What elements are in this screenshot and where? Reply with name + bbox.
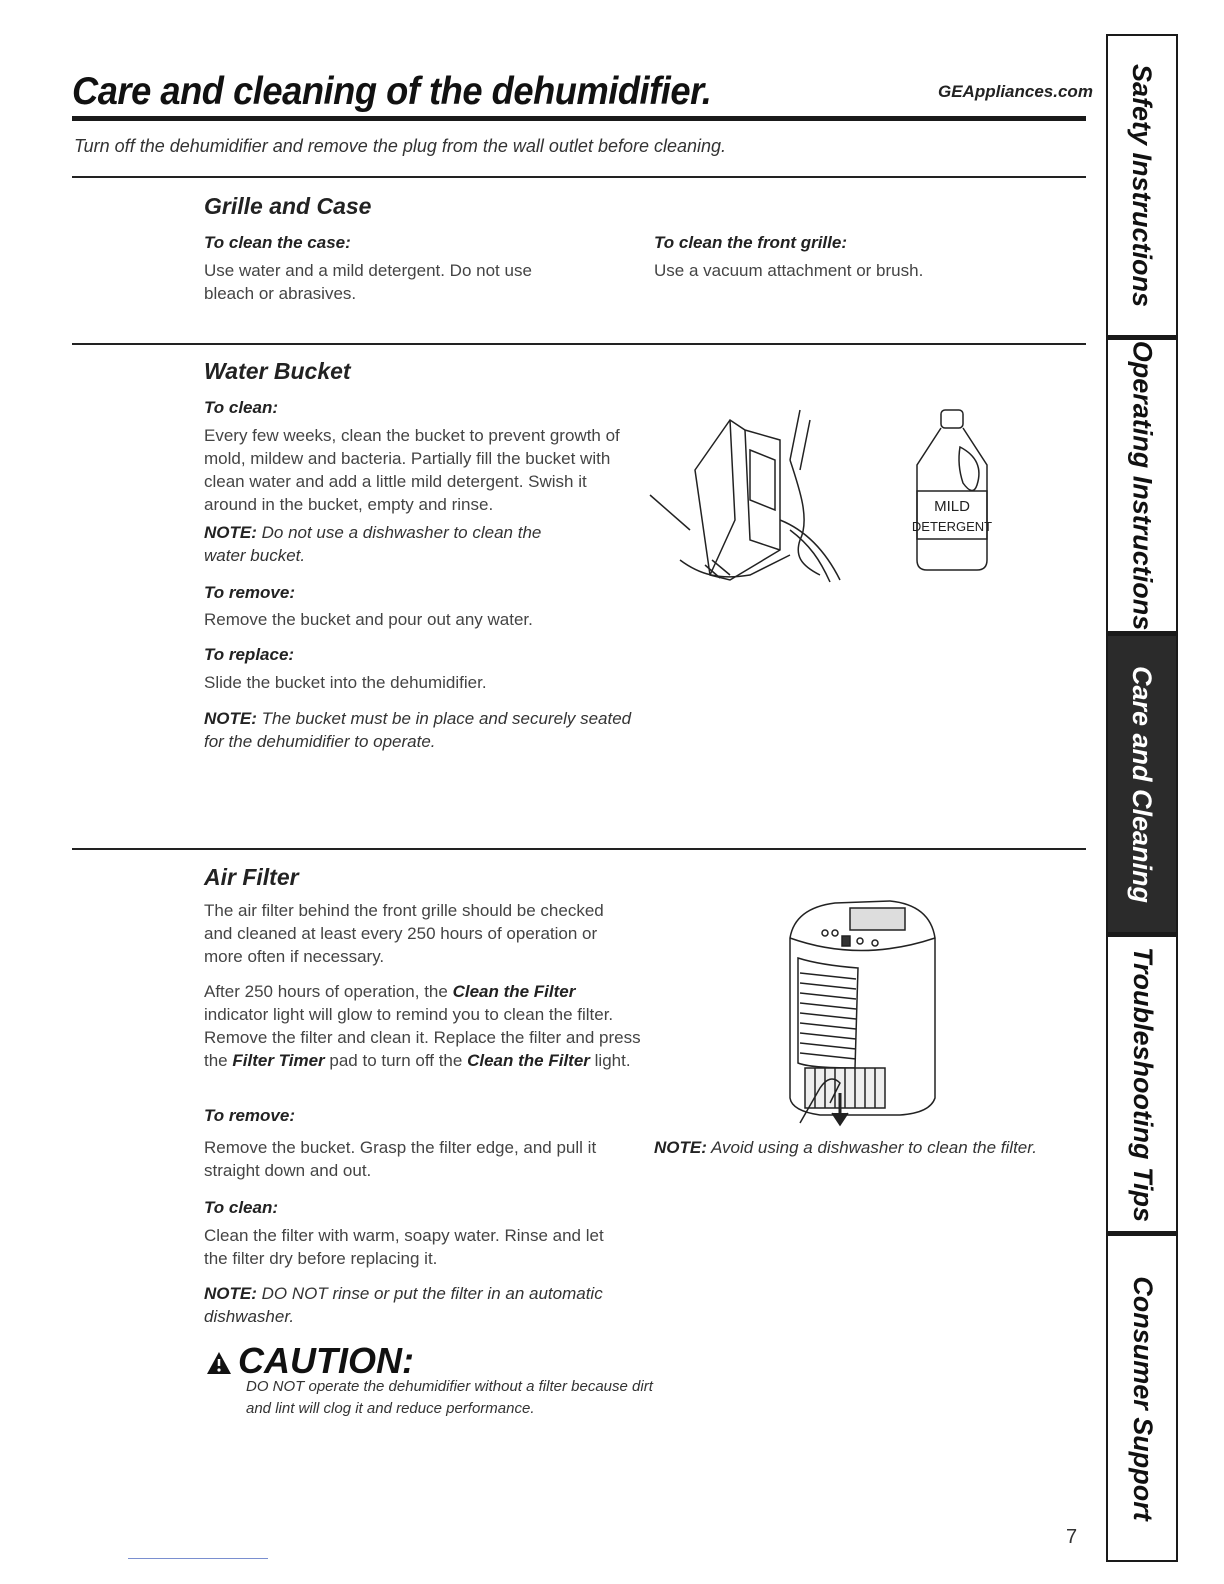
warning-icon: [206, 1351, 232, 1375]
bottle-label-mild: MILD: [934, 498, 970, 515]
note-label: NOTE:: [654, 1138, 707, 1157]
bottle-label-detergent: DETERGENT: [911, 519, 993, 534]
header-rule: [72, 116, 1086, 121]
section-divider: [72, 848, 1086, 850]
bucket-replace-label: To replace:: [204, 645, 295, 664]
tab-label: Safety Instructions: [1127, 63, 1158, 308]
caution-label: CAUTION:: [238, 1340, 414, 1381]
note-label: NOTE:: [204, 1284, 257, 1303]
note-text: DO NOT rinse or put the filter in an automatic dishwasher.: [204, 1284, 603, 1326]
tab-troubleshooting-tips[interactable]: [1108, 932, 1176, 1236]
bucket-note-1: [204, 521, 584, 567]
filter-indicator-text: [204, 980, 644, 1072]
intro-text: Turn off the dehumidifier and remove the plug from the wall outlet before cleaning.: [74, 136, 727, 156]
detergent-bottle-illustration: [905, 405, 1000, 575]
page-title: Care and cleaning of the dehumidifier.: [72, 70, 712, 113]
filter-intro-text: The air filter behind the front grille should be checked and cleaned at least every 250 hours of operation or more often if necessary.: [204, 901, 604, 966]
tab-care-and-cleaning[interactable]: [1108, 636, 1176, 932]
section-divider: [72, 176, 1086, 178]
water-bucket-heading: Water Bucket: [204, 358, 351, 384]
air-filter-heading: Air Filter: [204, 864, 299, 890]
bucket-replace-text: Slide the bucket into the dehumidifier.: [204, 673, 487, 692]
clean-grille-label: To clean the front grille:: [654, 233, 847, 252]
bucket-clean-text: Every few weeks, clean the bucket to prevent growth of mold, mildew and bacteria. Partially fill the bucket with clean water and add a little mild detergent. Swish it around in the bucket, empty and rinse.: [204, 426, 620, 514]
bucket-cleaning-illustration: [650, 400, 870, 590]
note-label: NOTE:: [204, 709, 257, 728]
note-text: The bucket must be in place and securely seated for the dehumidifier to operate.: [204, 709, 632, 751]
tab-label: Consumer Support: [1127, 1275, 1158, 1521]
tab-operating-instructions[interactable]: [1108, 340, 1176, 636]
tab-label: Operating Instructions: [1127, 340, 1158, 631]
grille-case-heading: Grille and Case: [204, 193, 372, 219]
bucket-remove-label: To remove:: [204, 583, 296, 602]
note-text: Do not use a dishwasher to clean the water bucket.: [204, 523, 542, 565]
bucket-clean-label: To clean:: [204, 398, 278, 417]
filter-note: [204, 1282, 614, 1328]
filter-clean-label: To clean:: [204, 1198, 278, 1217]
caution-text: DO NOT operate the dehumidifier without a filter because dirt and lint will clog it and reduce performance.: [246, 1378, 653, 1417]
website-link: GEAppliances.com: [938, 82, 1093, 101]
filter-remove-label: To remove:: [204, 1106, 296, 1125]
tab-consumer-support[interactable]: [1108, 1236, 1176, 1560]
text-run: light.: [594, 1051, 631, 1070]
tab-safety-instructions[interactable]: [1108, 36, 1176, 340]
page-number: 7: [1066, 1526, 1078, 1548]
text-run: pad to turn off the: [329, 1051, 463, 1070]
filter-timer-term: Filter Timer: [232, 1051, 325, 1070]
text-run: After 250 hours of operation, the: [204, 982, 448, 1001]
filter-remove-text: Remove the bucket. Grasp the filter edge, and pull it straight down and out.: [204, 1138, 597, 1180]
tab-label: Troubleshooting Tips: [1127, 946, 1158, 1222]
footer-line: [128, 1558, 268, 1559]
text-run: indicator light will glow to remind you to clean the filter. Remove the filter and clean it. Replace the filter and press the: [204, 1005, 641, 1070]
section-tabs: [1106, 34, 1178, 1562]
section-divider: [72, 343, 1086, 345]
filter-image-note: [654, 1136, 1084, 1159]
note-text: Avoid using a dishwasher to clean the filter.: [710, 1138, 1038, 1157]
filter-clean-text: Clean the filter with warm, soapy water. Rinse and let the filter dry before replacing it.: [204, 1226, 604, 1268]
tab-label: Care and Cleaning: [1127, 665, 1158, 903]
bucket-remove-text: Remove the bucket and pour out any water.: [204, 610, 533, 629]
clean-filter-term: Clean the Filter: [467, 1051, 590, 1070]
clean-grille-text: Use a vacuum attachment or brush.: [654, 261, 924, 280]
bucket-note-2: [204, 707, 644, 753]
dehumidifier-filter-illustration: [780, 893, 950, 1123]
clean-filter-term: Clean the Filter: [452, 982, 576, 1001]
note-label: NOTE:: [204, 523, 257, 542]
clean-case-text: Use water and a mild detergent. Do not use bleach or abrasives.: [204, 261, 532, 303]
clean-case-label: To clean the case:: [204, 233, 351, 252]
